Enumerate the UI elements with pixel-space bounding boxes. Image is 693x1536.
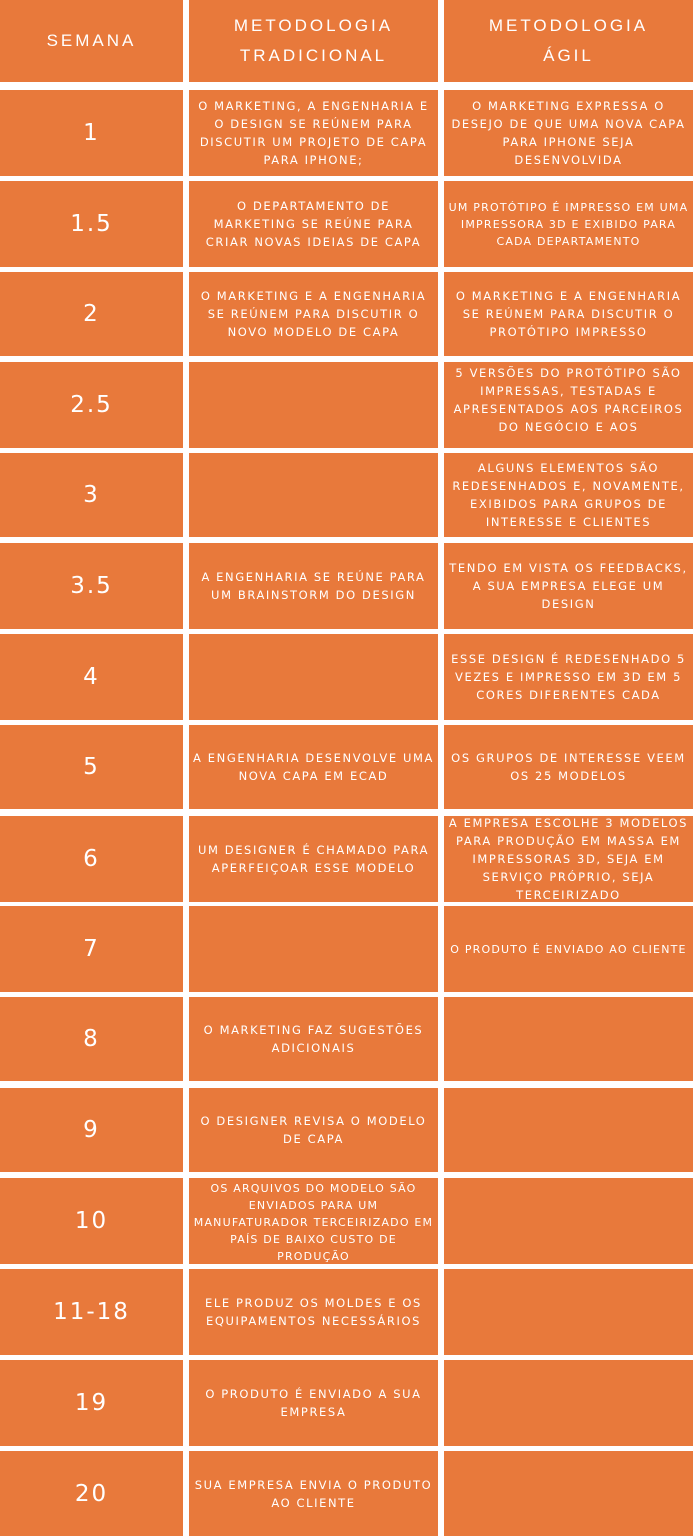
week-label: 5 bbox=[83, 754, 100, 780]
row-9-agile-cell bbox=[444, 816, 693, 902]
row-8-week-cell bbox=[0, 725, 183, 809]
traditional-step-text: O PRODUTO É ENVIADO A SUA EMPRESA bbox=[205, 1387, 422, 1419]
week-label: 3 bbox=[83, 482, 100, 508]
agile-step-text: A EMPRESA ESCOLHE 3 MODELOS PARA PRODUÇÃO EM MASSA EM IMPRESSORAS 3D, SEJA EM SERVIÇO PRÓPRIO, SEJA TERCEIRIZADO bbox=[448, 816, 689, 902]
agile-step-text: O MARKETING E A ENGENHARIA SE REÚNEM PARA DISCUTIR O PROTÓTIPO IMPRESSO bbox=[455, 289, 682, 339]
row-4-agile-cell bbox=[444, 362, 693, 448]
week-label: 7 bbox=[83, 936, 100, 962]
traditional-step-text: ELE PRODUZ OS MOLDES E OS EQUIPAMENTOS NECESSÁRIOS bbox=[205, 1296, 422, 1328]
row-16-traditional-cell bbox=[189, 1451, 438, 1536]
row-5-week-cell bbox=[0, 453, 183, 537]
row-4-week-cell bbox=[0, 362, 183, 448]
week-label: 6 bbox=[83, 846, 100, 872]
traditional-step-text: O MARKETING FAZ SUGESTÕES ADICIONAIS bbox=[203, 1023, 424, 1055]
row-12-traditional-cell bbox=[189, 1088, 438, 1172]
week-label: 19 bbox=[74, 1390, 109, 1416]
header-traditional bbox=[189, 0, 438, 82]
row-6-week-cell bbox=[0, 543, 183, 629]
agile-step-text: OS GRUPOS DE INTERESSE VEEM OS 25 MODELOS bbox=[451, 751, 686, 783]
row-1-traditional-cell bbox=[189, 90, 438, 176]
row-12-agile-cell bbox=[444, 1088, 693, 1172]
week-label: 2 bbox=[83, 301, 100, 327]
row-2-traditional-cell bbox=[189, 181, 438, 267]
row-9-week-cell bbox=[0, 816, 183, 902]
week-label: 4 bbox=[83, 664, 100, 690]
row-1-agile-cell bbox=[444, 90, 693, 176]
row-15-week-cell bbox=[0, 1360, 183, 1446]
row-2-agile-cell bbox=[444, 181, 693, 267]
row-1-week-cell bbox=[0, 90, 183, 176]
week-label: 8 bbox=[83, 1026, 100, 1052]
row-10-agile-cell bbox=[444, 906, 693, 992]
header-week-label: SEMANA bbox=[46, 31, 137, 50]
row-13-week-cell bbox=[0, 1178, 183, 1264]
traditional-step-text: A ENGENHARIA DESENVOLVE UMA NOVA CAPA EM ECAD bbox=[193, 751, 434, 783]
traditional-step-text: OS ARQUIVOS DO MODELO SÃO ENVIADOS PARA UM MANUFATURADOR TERCEIRIZADO EM PAÍS DE BAIXO CUSTO DE PRODUÇÃO bbox=[193, 1182, 434, 1263]
row-4-traditional-cell bbox=[189, 362, 438, 448]
row-5-agile-cell bbox=[444, 453, 693, 537]
week-label: 2.5 bbox=[70, 392, 113, 418]
row-12-week-cell bbox=[0, 1088, 183, 1172]
row-8-agile-cell bbox=[444, 725, 693, 809]
row-16-week-cell bbox=[0, 1451, 183, 1536]
week-label: 10 bbox=[74, 1208, 109, 1234]
traditional-step-text: O MARKETING, A ENGENHARIA E O DESIGN SE REÚNEM PARA DISCUTIR UM PROJETO DE CAPA PARA IPHONE; bbox=[198, 99, 429, 167]
row-14-week-cell bbox=[0, 1269, 183, 1355]
week-label: 3.5 bbox=[70, 573, 113, 599]
row-2-week-cell bbox=[0, 181, 183, 267]
row-8-traditional-cell bbox=[189, 725, 438, 809]
week-label: 1.5 bbox=[70, 211, 113, 237]
row-3-traditional-cell bbox=[189, 272, 438, 356]
header-traditional-label: METODOLOGIA TRADICIONAL bbox=[233, 16, 394, 65]
row-11-agile-cell bbox=[444, 997, 693, 1081]
row-13-traditional-cell bbox=[189, 1178, 438, 1264]
row-13-agile-cell bbox=[444, 1178, 693, 1264]
row-15-traditional-cell bbox=[189, 1360, 438, 1446]
row-7-week-cell bbox=[0, 634, 183, 720]
traditional-step-text: SUA EMPRESA ENVIA O PRODUTO AO CLIENTE bbox=[194, 1477, 433, 1510]
agile-step-text: 5 VERSÕES DO PROTÓTIPO SÃO IMPRESSAS, TESTADAS E APRESENTADOS AOS PARCEIROS DO NEGÓCIO E AOS bbox=[453, 366, 684, 434]
row-14-traditional-cell bbox=[189, 1269, 438, 1355]
row-16-agile-cell bbox=[444, 1451, 693, 1536]
row-9-traditional-cell bbox=[189, 816, 438, 902]
row-6-traditional-cell bbox=[189, 543, 438, 629]
header-agile bbox=[444, 0, 693, 82]
row-14-agile-cell bbox=[444, 1269, 693, 1355]
week-label: 20 bbox=[74, 1480, 109, 1507]
header-agile-label: METODOLOGIA ÁGIL bbox=[488, 16, 649, 65]
traditional-step-text: A ENGENHARIA SE REÚNE PARA UM BRAINSTORM DO DESIGN bbox=[201, 570, 426, 602]
agile-step-text: ESSE DESIGN É REDESENHADO 5 VEZES E IMPRESSO EM 3D EM 5 CORES DIFERENTES CADA bbox=[451, 652, 686, 702]
agile-step-text: TENDO EM VISTA OS FEEDBACKS, A SUA EMPRESA ELEGE UM DESIGN bbox=[449, 561, 688, 611]
week-label: 9 bbox=[83, 1117, 100, 1143]
row-3-week-cell bbox=[0, 272, 183, 356]
agile-step-text: O PRODUTO É ENVIADO AO CLIENTE bbox=[450, 942, 687, 956]
row-7-agile-cell bbox=[444, 634, 693, 720]
week-label: 1 bbox=[83, 120, 100, 146]
row-10-week-cell bbox=[0, 906, 183, 992]
row-5-traditional-cell bbox=[189, 453, 438, 537]
traditional-step-text: O DEPARTAMENTO DE MARKETING SE REÚNE PARA CRIAR NOVAS IDEIAS DE CAPA bbox=[205, 199, 422, 249]
traditional-step-text: O DESIGNER REVISA O MODELO DE CAPA bbox=[200, 1114, 427, 1146]
traditional-step-text: UM DESIGNER É CHAMADO PARA APERFEIÇOAR ESSE MODELO bbox=[197, 843, 430, 875]
row-7-traditional-cell bbox=[189, 634, 438, 720]
row-10-traditional-cell bbox=[189, 906, 438, 992]
row-15-agile-cell bbox=[444, 1360, 693, 1446]
row-11-traditional-cell bbox=[189, 997, 438, 1081]
agile-step-text: O MARKETING EXPRESSA O DESEJO DE QUE UMA NOVA CAPA PARA IPHONE SEJA DESENVOLVIDA bbox=[451, 99, 686, 167]
row-11-week-cell bbox=[0, 997, 183, 1081]
week-label: 11-18 bbox=[53, 1299, 130, 1325]
agile-step-text: UM PROTÓTIPO É IMPRESSO EM UMA IMPRESSORA 3D E EXIBIDO PARA CADA DEPARTAMENTO bbox=[448, 200, 689, 248]
header-week bbox=[0, 0, 183, 82]
row-3-agile-cell bbox=[444, 272, 693, 356]
agile-step-text: ALGUNS ELEMENTOS SÃO REDESENHADOS E, NOVAMENTE, EXIBIDOS PARA GRUPOS DE INTERESSE E CLIENTES bbox=[452, 461, 685, 529]
traditional-step-text: O MARKETING E A ENGENHARIA SE REÚNEM PARA DISCUTIR O NOVO MODELO DE CAPA bbox=[200, 289, 427, 339]
row-6-agile-cell bbox=[444, 543, 693, 629]
